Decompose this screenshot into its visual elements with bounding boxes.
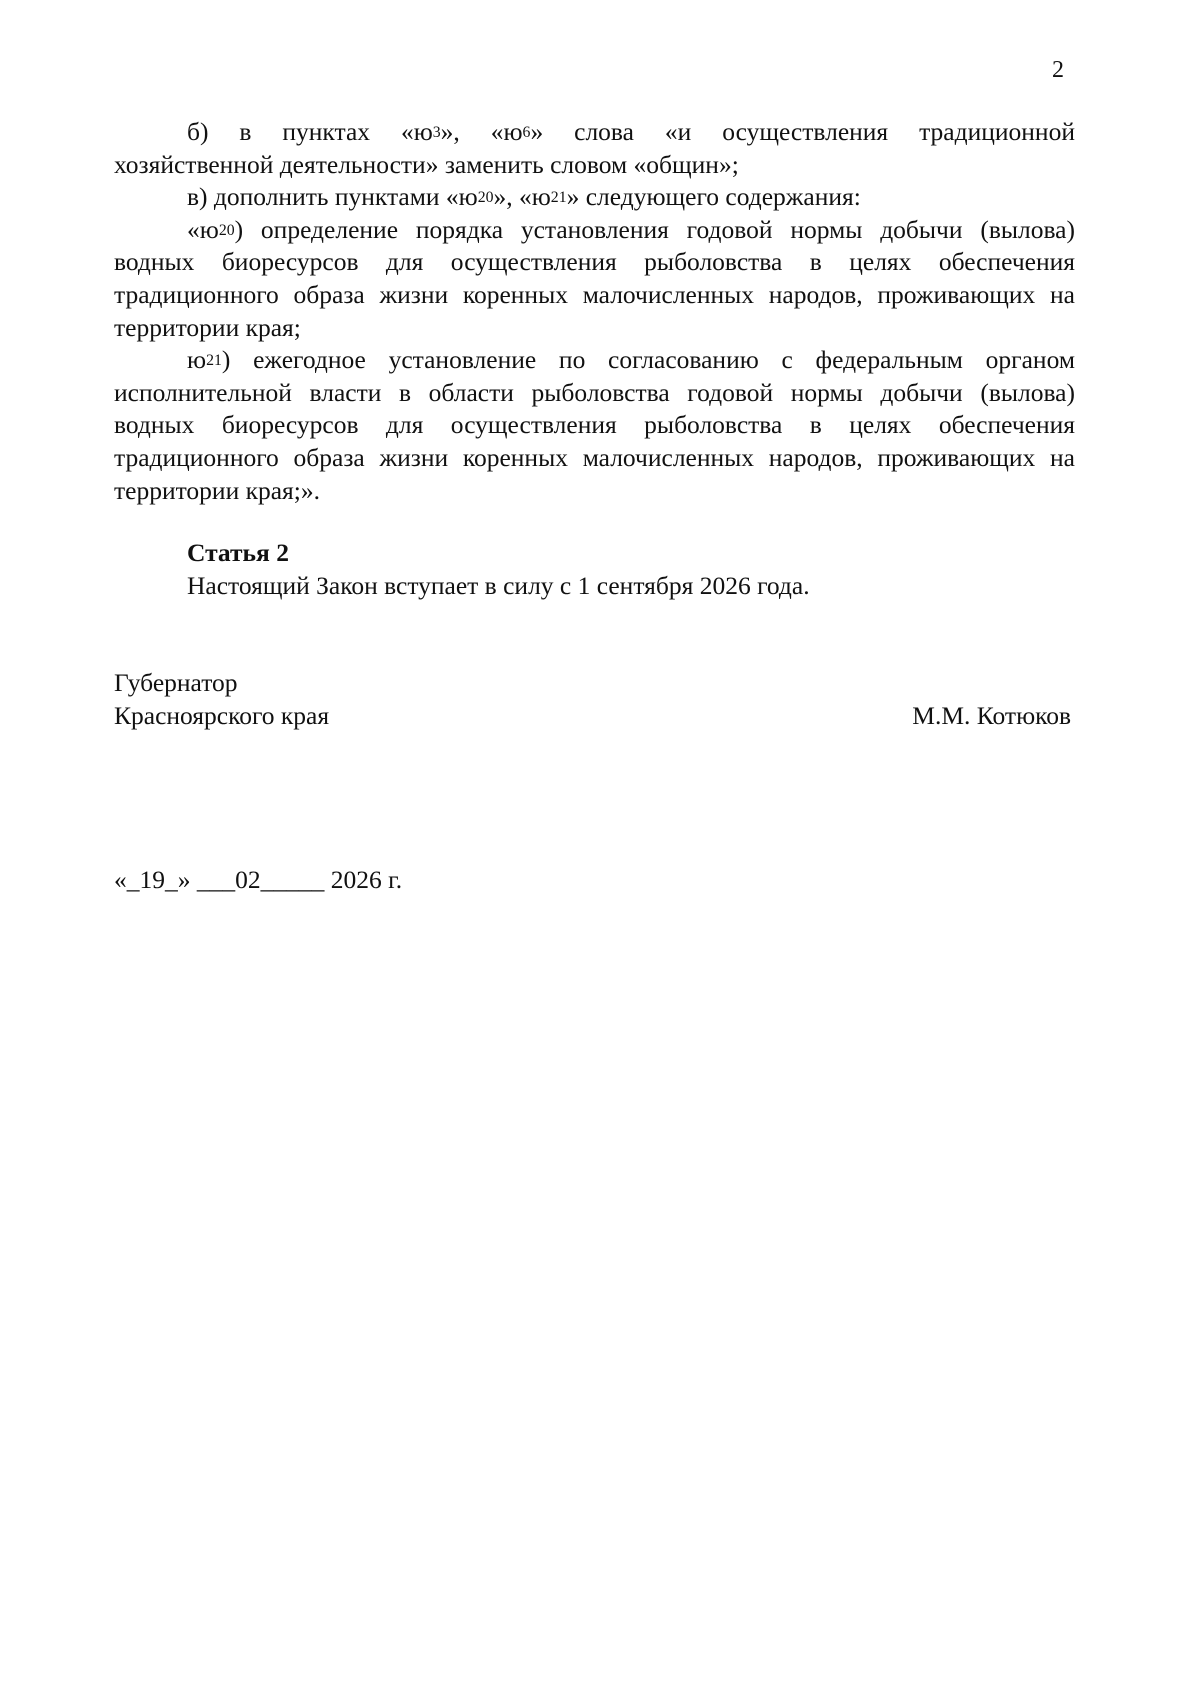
paragraph-yu21-line-1 bbox=[114, 344, 1075, 377]
superscript: 20 bbox=[477, 189, 494, 207]
text-fragment: ) определение порядка установления годовой нормы добычи (вылова) bbox=[234, 214, 1075, 244]
signatory-name: М.М. Котюков bbox=[912, 700, 1071, 730]
paragraph-yu21-line-4: традиционного образа жизни коренных малочисленных народов, проживающих на bbox=[114, 442, 1075, 472]
superscript: 21 bbox=[206, 352, 222, 369]
text-fragment: б) в пунктах «ю bbox=[187, 117, 433, 146]
text-fragment: » слова «и осуществления традиционной bbox=[530, 117, 1075, 146]
amendment-text bbox=[114, 116, 1075, 507]
superscript: 3 bbox=[432, 123, 441, 141]
text-fragment: «ю bbox=[187, 214, 219, 244]
paragraph-yu21-line-2: исполнительной власти в области рыболовства годовой нормы добычи (вылова) bbox=[114, 377, 1075, 407]
paragraph-yu20-line-3: традиционного образа жизни коренных малочисленных народов, проживающих на bbox=[114, 279, 1075, 309]
page-number: 2 bbox=[1052, 57, 1064, 83]
paragraph-yu21 bbox=[114, 344, 1075, 507]
signature-block bbox=[114, 667, 1075, 732]
article-2 bbox=[187, 537, 810, 602]
paragraph-b-line-1 bbox=[114, 116, 1075, 149]
superscript: 21 bbox=[550, 189, 567, 207]
paragraph-yu21-line-5: территории края;». bbox=[114, 475, 320, 505]
text-fragment: ) ежегодное установление по согласованию с федеральным органом bbox=[221, 345, 1075, 375]
text-fragment: в) дополнить пунктами «ю bbox=[187, 182, 478, 212]
superscript: 6 bbox=[522, 123, 531, 141]
paragraph-b-line-2: хозяйственной деятельности» заменить словом «общин»; bbox=[114, 149, 739, 179]
paragraph-yu20-line-1 bbox=[114, 214, 1075, 247]
paragraph-yu20-line-2: водных биоресурсов для осуществления рыболовства в целях обеспечения bbox=[114, 247, 1075, 277]
signatory-title-line-2: Красноярского края bbox=[114, 700, 330, 730]
paragraph-b bbox=[114, 116, 1075, 181]
text-fragment: », «ю bbox=[440, 117, 523, 146]
paragraph-yu21-line-3: водных биоресурсов для осуществления рыболовства в целях обеспечения bbox=[114, 410, 1075, 440]
text-fragment: », «ю bbox=[493, 182, 551, 212]
text-fragment: ю bbox=[187, 345, 207, 375]
article-title: Статья 2 bbox=[187, 538, 289, 567]
superscript: 20 bbox=[218, 221, 235, 239]
signatory-title-line-1: Губернатор bbox=[114, 668, 238, 697]
text-fragment: » следующего содержания: bbox=[566, 182, 861, 212]
paragraph-v-line-1 bbox=[114, 181, 1075, 214]
paragraph-yu20 bbox=[114, 214, 1075, 344]
article-text: Настоящий Закон вступает в силу с 1 сентября 2026 года. bbox=[187, 570, 810, 600]
paragraph-yu20-line-4: территории края; bbox=[114, 312, 301, 342]
paragraph-v bbox=[114, 181, 1075, 214]
signing-date: «_19_» ___02_____ 2026 г. bbox=[114, 865, 403, 894]
signature-row bbox=[114, 700, 1075, 733]
